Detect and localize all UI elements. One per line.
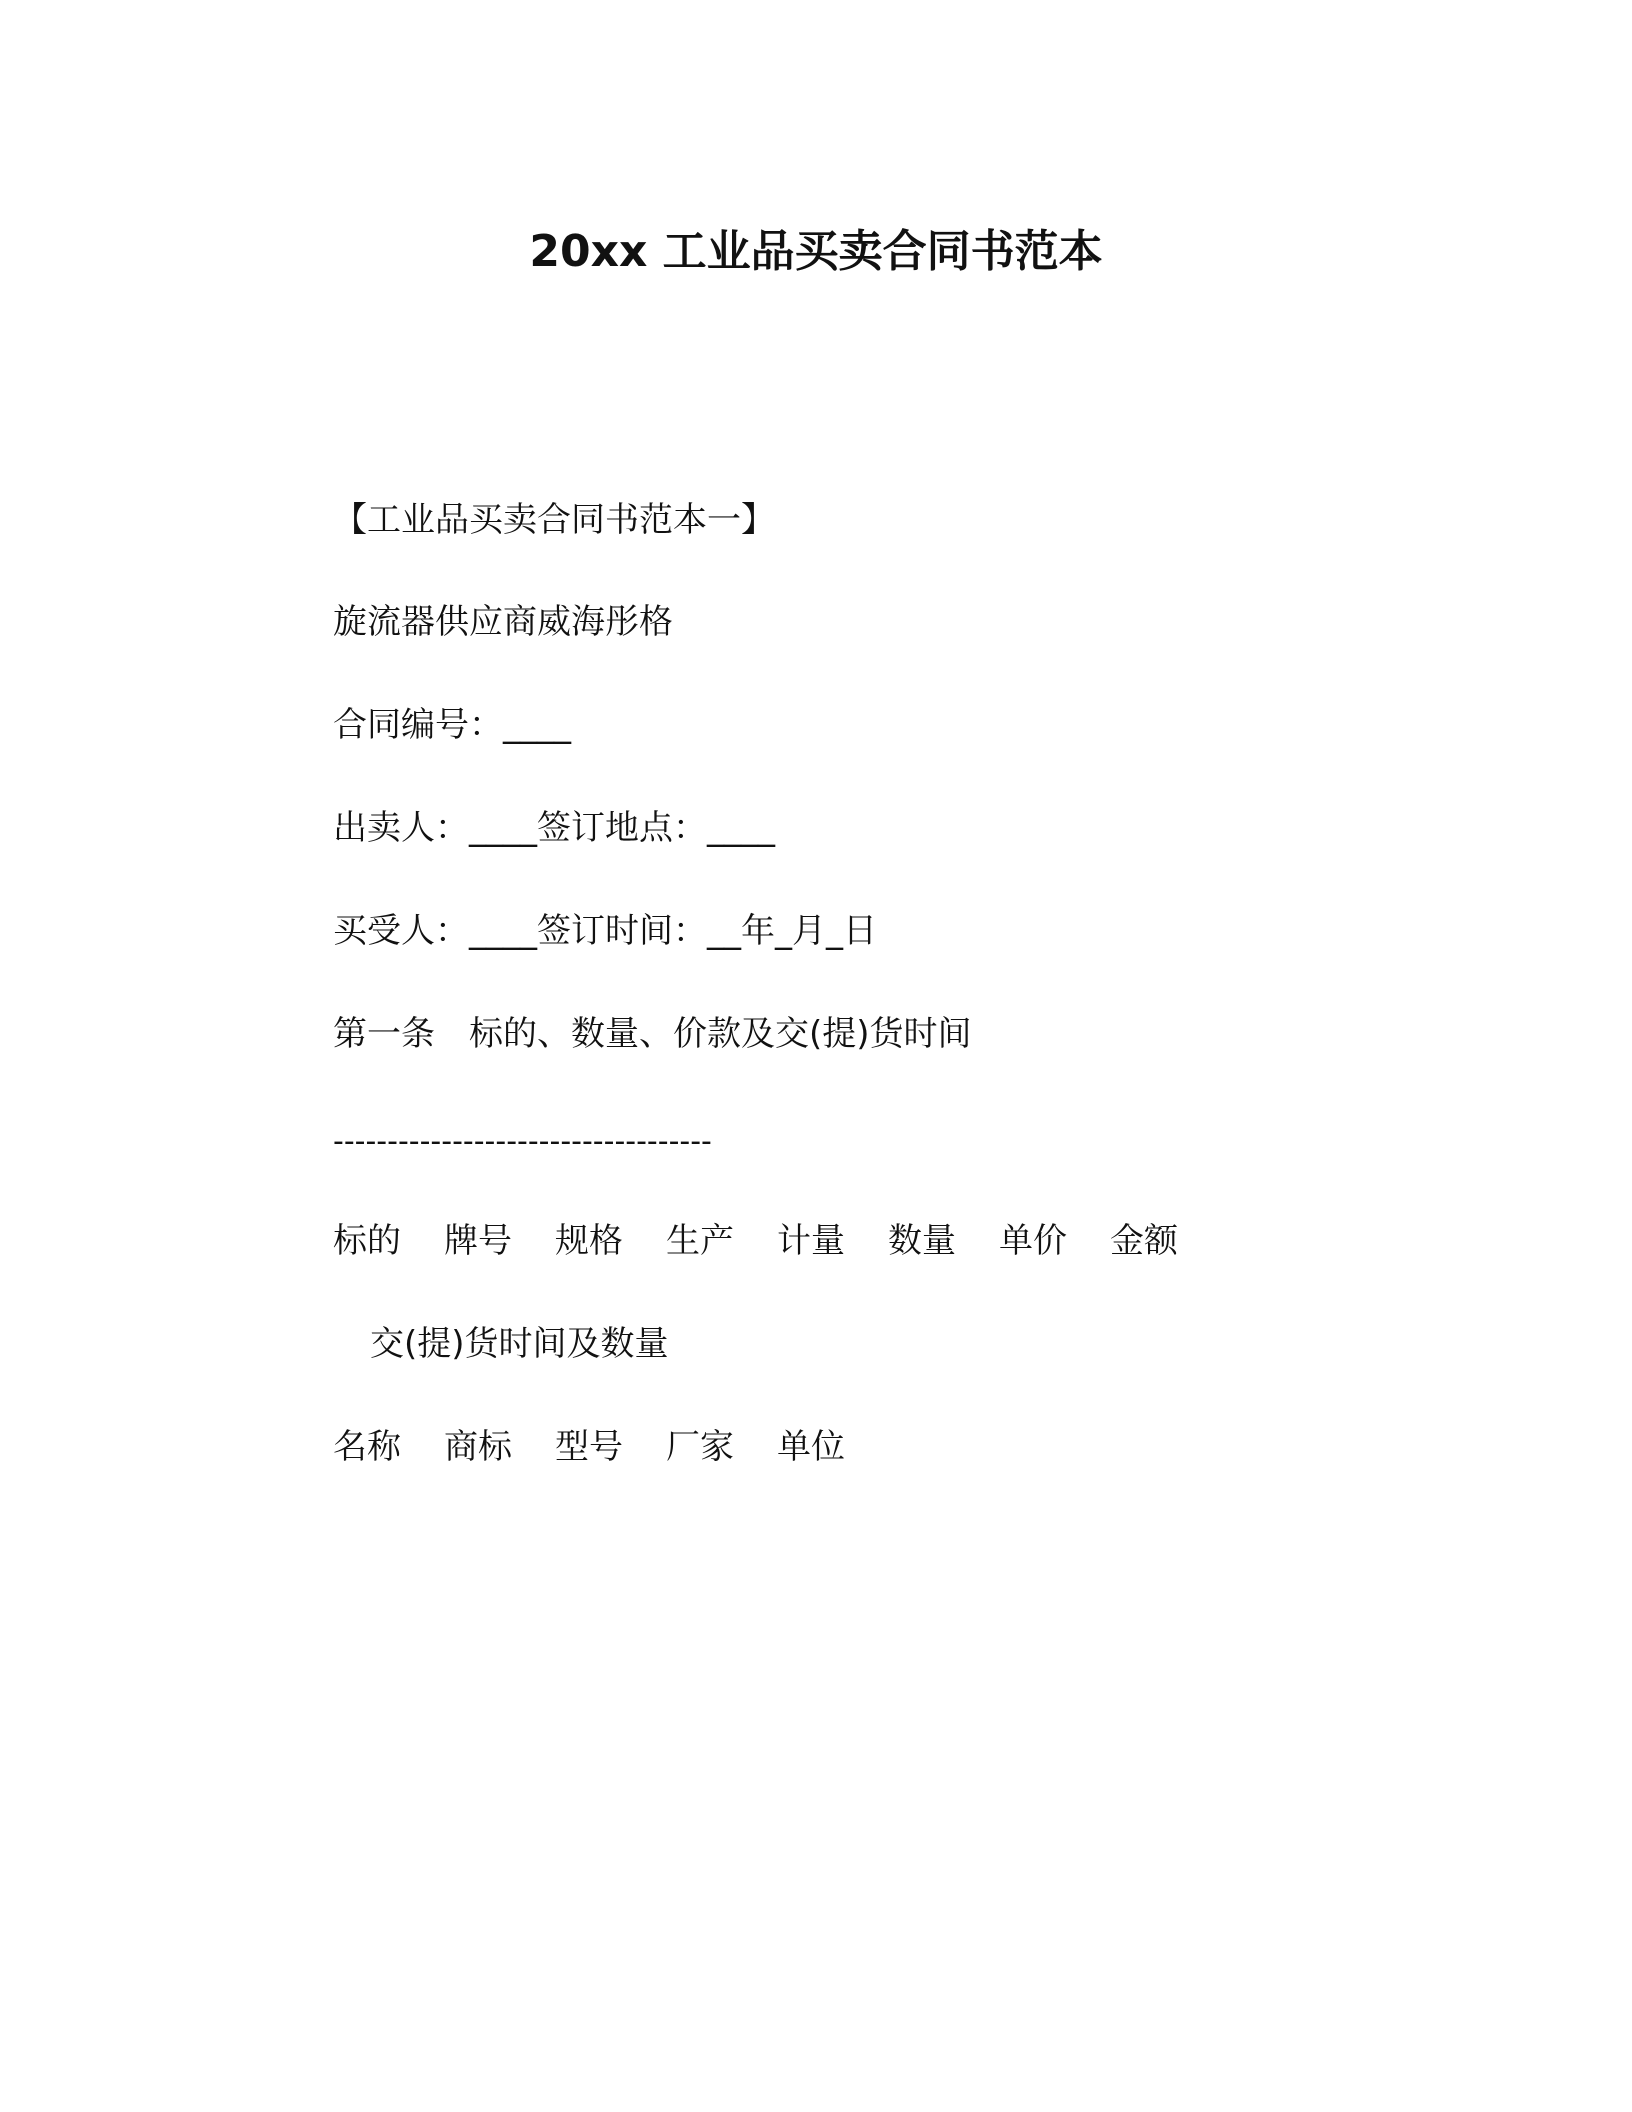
document-title: 20xx 工业品买卖合同书范本 xyxy=(529,226,1103,277)
table-header-cell: 型号 xyxy=(555,1427,623,1467)
seller-line: 出卖人：____签订地点：____ xyxy=(333,808,775,848)
table-header-cell: 牌号 xyxy=(444,1221,512,1261)
table-header-cell: 单价 xyxy=(999,1221,1067,1261)
table-header-cell: 计量 xyxy=(777,1221,845,1261)
delivery-time-header: 交(提)货时间及数量 xyxy=(370,1324,669,1364)
article-one-heading: 第一条 标的、数量、价款及交(提)货时间 xyxy=(333,1014,972,1054)
table-header-row-2 xyxy=(333,1423,933,1471)
table-header-cell: 生产 xyxy=(666,1221,734,1261)
table-header-cell: 标的 xyxy=(333,1221,401,1261)
table-header-cell: 数量 xyxy=(888,1221,956,1261)
table-header-cell: 金额 xyxy=(1110,1221,1178,1261)
contract-number-line: 合同编号：____ xyxy=(333,705,571,745)
table-header-cell: 规格 xyxy=(555,1221,623,1261)
supplier-line: 旋流器供应商威海彤格 xyxy=(333,602,673,642)
buyer-line: 买受人：____签订时间：__年_月_日 xyxy=(333,911,877,951)
section-heading: 【工业品买卖合同书范本一】 xyxy=(333,500,775,540)
divider-line: ----------------------------------- xyxy=(333,1124,712,1159)
table-header-cell: 商标 xyxy=(444,1427,512,1467)
table-header-cell: 名称 xyxy=(333,1427,401,1467)
table-header-cell: 单位 xyxy=(777,1427,845,1467)
table-header-row-1 xyxy=(333,1217,1233,1265)
table-header-cell: 厂家 xyxy=(666,1427,734,1467)
